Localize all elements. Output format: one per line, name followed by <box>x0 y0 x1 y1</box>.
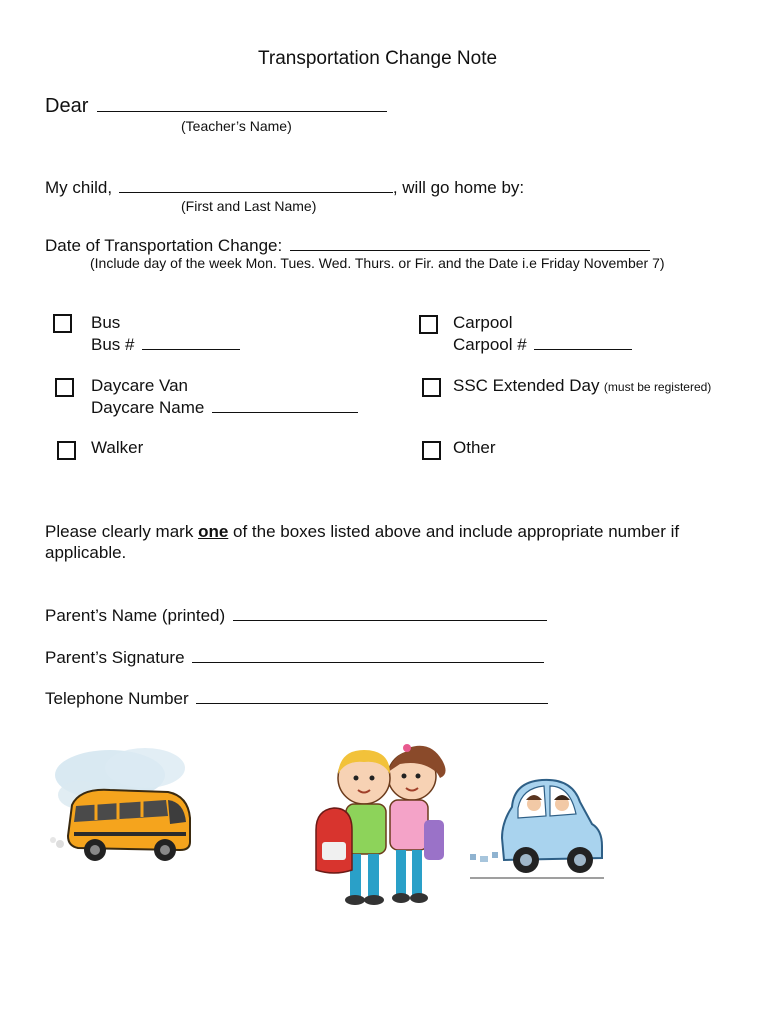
carpool-number-field[interactable] <box>534 334 632 350</box>
parent-signature-label: Parent’s Signature <box>45 648 185 667</box>
instruction-text <box>45 522 679 542</box>
carpool-number-row <box>453 334 632 355</box>
child-row <box>45 177 524 198</box>
telephone-row <box>45 688 548 709</box>
teacher-name-hint: (Teacher’s Name) <box>181 118 292 134</box>
telephone-field[interactable] <box>196 688 548 704</box>
date-hint: (Include day of the week Mon. Tues. Wed. Thurs. or Fir. and the Date i.e Friday November 7) <box>90 255 665 271</box>
ssc-label: SSC Extended Day <box>453 376 600 395</box>
school-bus-illustration <box>50 740 200 870</box>
bus-number-label: Bus # <box>91 335 135 354</box>
ssc-extended-day-checkbox[interactable] <box>422 378 441 397</box>
daycare-name-field[interactable] <box>212 397 358 413</box>
other-label: Other <box>453 438 496 457</box>
car-illustration <box>462 772 612 887</box>
instruction-emphasis: one <box>198 522 229 541</box>
bus-number-row <box>91 334 240 355</box>
telephone-label: Telephone Number <box>45 689 189 708</box>
parent-name-row <box>45 605 547 626</box>
daycare-van-label: Daycare Van <box>91 376 189 395</box>
instruction-after: of the boxes listed above and include appropriate number if <box>228 522 680 541</box>
page-title: Transportation Change Note <box>258 48 498 69</box>
carpool-checkbox[interactable] <box>419 315 438 334</box>
child-suffix: , will go home by: <box>392 178 525 197</box>
parent-name-label: Parent’s Name (printed) <box>45 606 226 625</box>
parent-signature-field[interactable] <box>192 647 544 663</box>
bus-number-field[interactable] <box>142 334 240 350</box>
child-prefix: My child, <box>45 178 113 197</box>
instruction-before: Please clearly mark <box>45 522 199 541</box>
child-name-hint: (First and Last Name) <box>181 198 317 214</box>
ssc-row <box>453 376 711 396</box>
carpool-number-label: Carpool # <box>453 335 527 354</box>
daycare-name-row <box>91 397 358 418</box>
teacher-name-field[interactable] <box>97 96 387 112</box>
bus-checkbox[interactable] <box>53 314 72 333</box>
children-illustration <box>312 738 462 913</box>
instruction-line2: applicable. <box>45 543 127 562</box>
dear-label: Dear <box>45 95 89 117</box>
parent-signature-row <box>45 647 544 668</box>
other-checkbox[interactable] <box>422 441 441 460</box>
walker-label: Walker <box>91 438 144 457</box>
date-row <box>45 235 650 256</box>
child-name-field[interactable] <box>119 177 393 193</box>
daycare-name-label: Daycare Name <box>91 398 205 417</box>
date-field[interactable] <box>290 235 650 251</box>
parent-name-field[interactable] <box>233 605 547 621</box>
daycare-van-checkbox[interactable] <box>55 378 74 397</box>
ssc-note: (must be registered) <box>603 380 712 394</box>
carpool-label: Carpool <box>453 313 513 332</box>
bus-label: Bus <box>91 313 121 332</box>
dear-row <box>45 95 387 118</box>
walker-checkbox[interactable] <box>57 441 76 460</box>
date-label: Date of Transportation Change: <box>45 236 283 255</box>
